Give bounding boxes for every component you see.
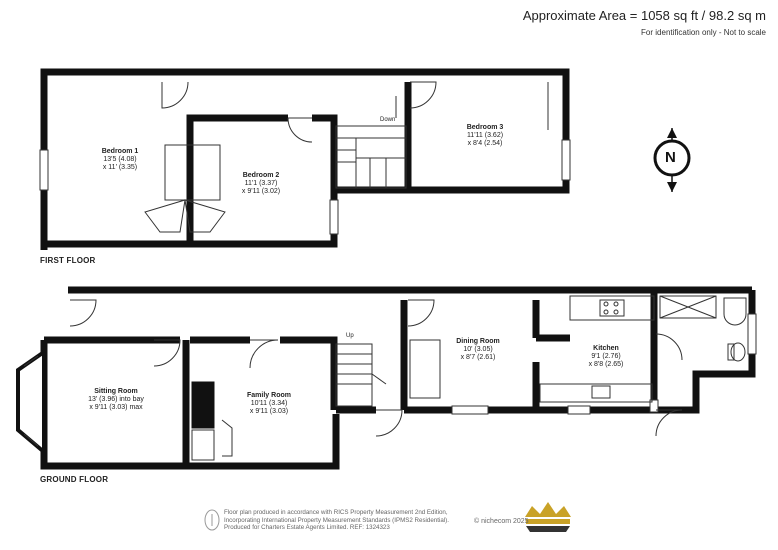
room-name: Bedroom 2 <box>242 172 280 179</box>
room-bedroom-2 <box>226 172 296 196</box>
scale-note: For identification only - Not to scale <box>641 28 766 37</box>
room-dims: x 8'8 (2.65) <box>588 361 624 368</box>
footer-line: Produced for Charters Estate Agents Limited. REF: 1324323 <box>224 524 390 532</box>
room-dining-room <box>446 338 510 362</box>
footer-line: Floor plan produced in accordance with RICS Property Measurement 2nd Edition, <box>224 509 448 516</box>
room-dims: x 11' (3.35) <box>102 164 138 171</box>
ground-floor-label: GROUND FLOOR <box>40 475 109 484</box>
room-dims: x 9'11 (3.03) max <box>89 404 143 411</box>
ground-floor-details <box>18 296 756 460</box>
room-name: Sitting Room <box>94 388 138 395</box>
crown-logo <box>525 502 571 532</box>
stairs-down-label: Down <box>380 117 396 123</box>
footer-line: Incorporating International Property Measurement Standards (IPMS2 Residential). <box>224 516 449 524</box>
room-name: Kitchen <box>593 345 619 352</box>
room-dims: 10'11 (3.34) <box>250 400 288 407</box>
rics-icon <box>205 510 219 530</box>
room-kitchen <box>580 345 632 369</box>
footer-copyright: © nichecom 2025 <box>474 518 529 525</box>
room-bedroom-3 <box>450 124 520 148</box>
room-name: Family Room <box>247 392 291 399</box>
room-dims: 10' (3.05) <box>463 346 493 353</box>
room-dims: 11'1 (3.37) <box>244 180 278 187</box>
room-dims: x 9'11 (3.03) <box>249 408 289 415</box>
room-dims: x 8'4 (2.54) <box>467 140 503 147</box>
first-floor-label: FIRST FLOOR <box>40 256 96 265</box>
room-sitting-room <box>68 388 164 412</box>
room-name: Bedroom 1 <box>101 148 139 155</box>
room-dims: x 9'11 (3.02) <box>241 188 281 195</box>
room-dims: 13' (3.96) into bay <box>88 396 144 403</box>
room-dims: 9'1 (2.76) <box>591 353 621 360</box>
approximate-area: Approximate Area = 1058 sq ft / 98.2 sq m <box>522 8 766 23</box>
ground-floor-walls <box>44 290 752 466</box>
room-name: Dining Room <box>456 338 500 345</box>
room-dims: 11'11 (3.62) <box>466 132 504 139</box>
room-bedroom-1 <box>80 148 160 172</box>
room-family-room <box>236 392 302 416</box>
room-dims: 13'5 (4.08) <box>103 156 137 163</box>
stairs-up-label: Up <box>346 333 354 339</box>
footer-disclaimer <box>224 509 449 532</box>
room-name: Bedroom 3 <box>466 124 504 131</box>
compass-letter: N <box>665 149 676 166</box>
room-dims: x 8'7 (2.61) <box>460 354 496 361</box>
